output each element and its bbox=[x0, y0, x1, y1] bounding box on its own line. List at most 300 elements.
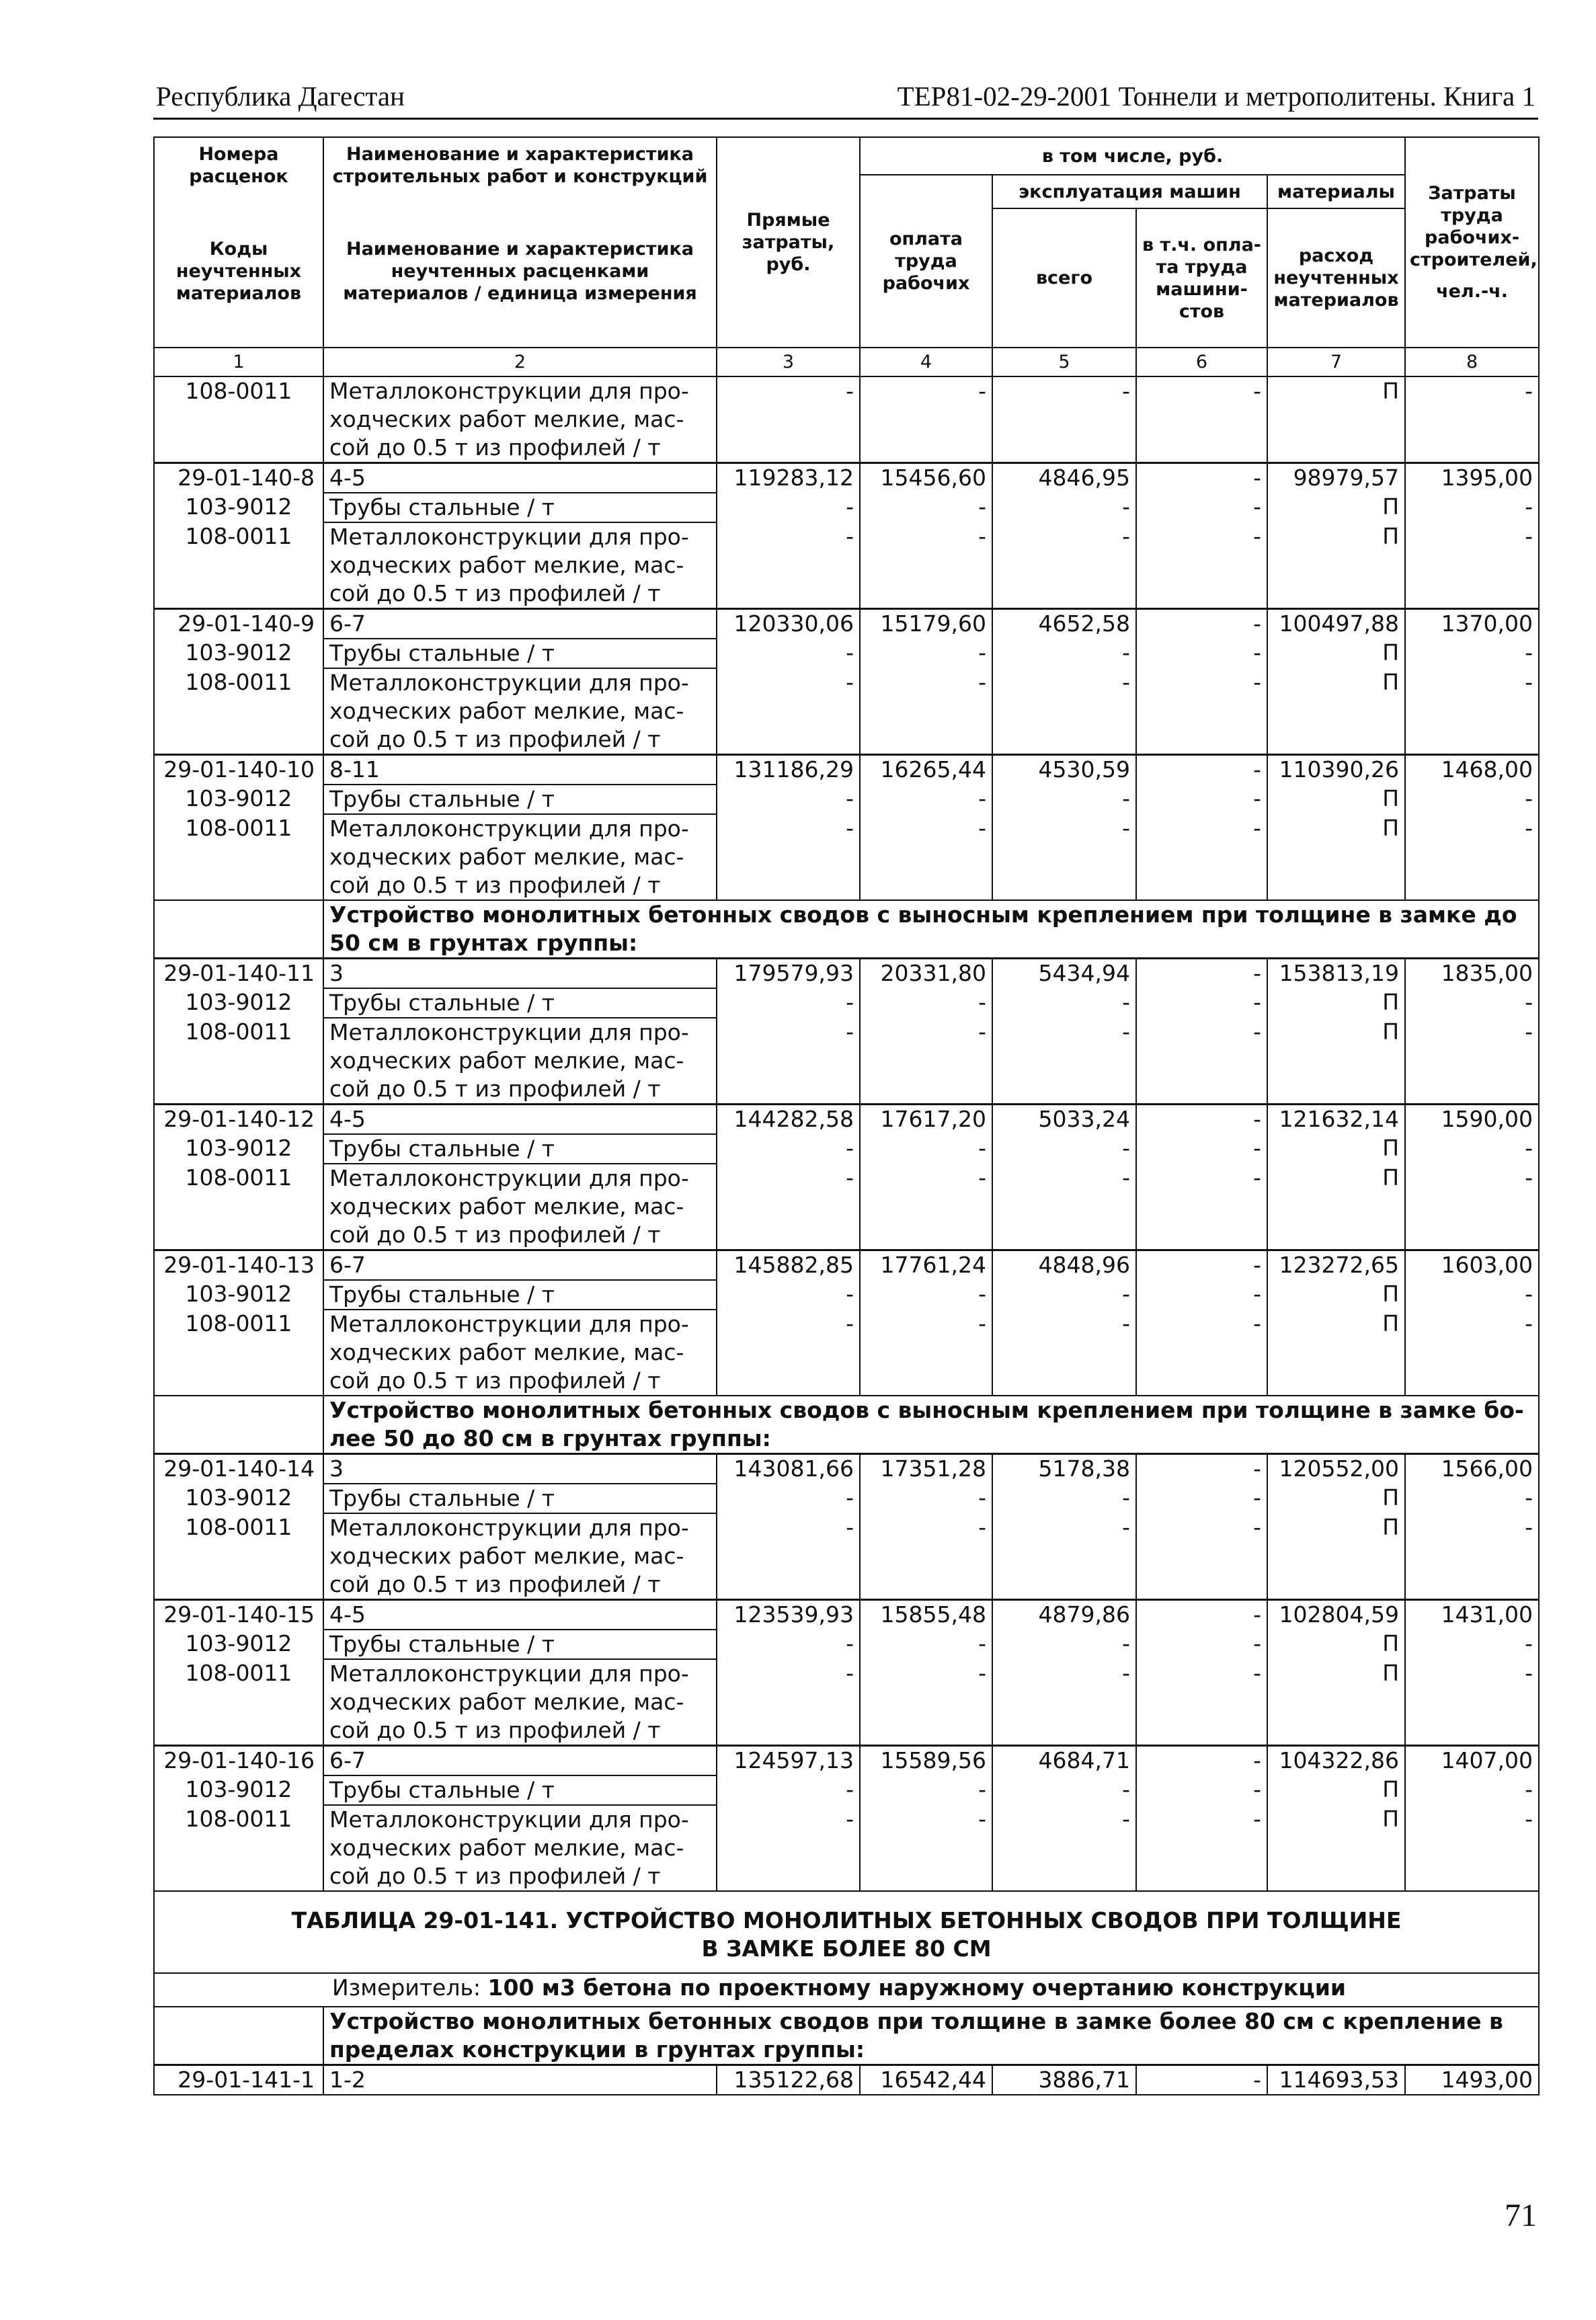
col-header-1 bbox=[154, 137, 323, 222]
col-header-labor-hours bbox=[1405, 137, 1539, 348]
materials: П bbox=[1267, 1310, 1405, 1396]
rate-name: Трубы стальные / т bbox=[323, 1630, 717, 1659]
table-header bbox=[154, 137, 1539, 376]
materials: П bbox=[1267, 376, 1405, 463]
table-141-title: ТАБЛИЦА 29-01-141. УСТРОЙСТВО МОНОЛИТНЫХ БЕТОННЫХ СВОДОВ ПРИ ТОЛЩИНЕ В ЗАМКЕ БОЛЕЕ 80 СМ bbox=[154, 1891, 1539, 1973]
labor-hours: 1590,00 bbox=[1405, 1105, 1539, 1135]
rate-code: 103-9012 bbox=[154, 1134, 323, 1164]
worker-pay: 17617,20 bbox=[860, 1105, 992, 1135]
direct-costs: 119283,12 bbox=[717, 463, 860, 493]
machine-total: - bbox=[992, 639, 1136, 668]
labor-hours: - bbox=[1405, 1134, 1539, 1164]
direct-costs: 143081,66 bbox=[717, 1454, 860, 1484]
rate-name: Металлоконструкции для про-ходческих работ мелкие, мас-сой до 0.5 т из профилей / т bbox=[323, 1310, 717, 1396]
materials: 102804,59 bbox=[1267, 1600, 1405, 1630]
col-header-2-bottom bbox=[323, 307, 717, 348]
operator-pay: - bbox=[1136, 493, 1267, 522]
materials: П bbox=[1267, 1659, 1405, 1746]
labor-hours: - bbox=[1405, 785, 1539, 814]
operator-pay: - bbox=[1136, 1164, 1267, 1250]
labor-hours: 1407,00 bbox=[1405, 1746, 1539, 1776]
rate-row bbox=[154, 1746, 1539, 1776]
worker-pay: 16265,44 bbox=[860, 755, 992, 785]
material-row bbox=[154, 1164, 1539, 1250]
machine-total: - bbox=[992, 493, 1136, 522]
section-heading-row bbox=[154, 1396, 1539, 1454]
direct-costs: - bbox=[717, 1805, 860, 1891]
worker-pay: 15589,56 bbox=[860, 1746, 992, 1776]
col-header-2 bbox=[323, 137, 717, 222]
material-row bbox=[154, 988, 1539, 1018]
labor-hours: 1370,00 bbox=[1405, 609, 1539, 639]
rate-name: 1-2 bbox=[323, 2065, 717, 2095]
rate-row bbox=[154, 755, 1539, 785]
operator-pay: - bbox=[1136, 1018, 1267, 1105]
machine-total: - bbox=[992, 376, 1136, 463]
rate-name: 6-7 bbox=[323, 609, 717, 639]
rate-code: 103-9012 bbox=[154, 988, 323, 1018]
operator-pay: - bbox=[1136, 1280, 1267, 1310]
col-header-material-codes: Коды неучтенных материалов bbox=[154, 235, 323, 307]
direct-costs: - bbox=[717, 1775, 860, 1805]
machine-total: - bbox=[992, 1513, 1136, 1600]
rate-name: 6-7 bbox=[323, 1250, 717, 1281]
material-row bbox=[154, 522, 1539, 609]
column-number: 2 bbox=[323, 348, 717, 376]
section-code-cell bbox=[154, 2007, 323, 2065]
operator-pay: - bbox=[1136, 609, 1267, 639]
labor-hours: - bbox=[1405, 1164, 1539, 1250]
rate-code: 108-0011 bbox=[154, 1310, 323, 1396]
materials: П bbox=[1267, 814, 1405, 900]
direct-costs: - bbox=[717, 1280, 860, 1310]
section-code-cell bbox=[154, 1396, 323, 1454]
material-row bbox=[154, 639, 1539, 668]
labor-hours: - bbox=[1405, 668, 1539, 755]
table-141-measure-row bbox=[154, 1973, 1539, 2007]
material-row bbox=[154, 1310, 1539, 1396]
material-row bbox=[154, 1484, 1539, 1513]
worker-pay: - bbox=[860, 988, 992, 1018]
col-header-1-bottom bbox=[154, 307, 323, 348]
direct-costs: - bbox=[717, 1164, 860, 1250]
machine-total: - bbox=[992, 522, 1136, 609]
rate-code: 29-01-140-9 bbox=[154, 609, 323, 639]
rate-name: Металлоконструкции для про-ходческих работ мелкие, мас-сой до 0.5 т из профилей / т bbox=[323, 1659, 717, 1746]
rate-row bbox=[154, 609, 1539, 639]
materials: 121632,14 bbox=[1267, 1105, 1405, 1135]
rate-name: Трубы стальные / т bbox=[323, 639, 717, 668]
direct-costs: 179579,93 bbox=[717, 959, 860, 989]
direct-costs: 123539,93 bbox=[717, 1600, 860, 1630]
col-header-2-spacer bbox=[323, 222, 717, 235]
materials: П bbox=[1267, 1630, 1405, 1659]
operator-pay: - bbox=[1136, 1310, 1267, 1396]
material-row bbox=[154, 376, 1539, 463]
worker-pay: - bbox=[860, 1775, 992, 1805]
labor-hours: - bbox=[1405, 376, 1539, 463]
material-row bbox=[154, 668, 1539, 755]
worker-pay: - bbox=[860, 1310, 992, 1396]
worker-pay: - bbox=[860, 376, 992, 463]
rate-name: Металлоконструкции для про-ходческих работ мелкие, мас-сой до 0.5 т из профилей / т bbox=[323, 1805, 717, 1891]
machine-total: 5033,24 bbox=[992, 1105, 1136, 1135]
worker-pay: 20331,80 bbox=[860, 959, 992, 989]
direct-costs: 135122,68 bbox=[717, 2065, 860, 2095]
operator-pay: - bbox=[1136, 1775, 1267, 1805]
worker-pay: - bbox=[860, 522, 992, 609]
table-body bbox=[154, 376, 1539, 1891]
labor-hours: - bbox=[1405, 493, 1539, 522]
rate-code: 108-0011 bbox=[154, 376, 323, 463]
operator-pay: - bbox=[1136, 785, 1267, 814]
machine-total: 4684,71 bbox=[992, 1746, 1136, 1776]
materials: П bbox=[1267, 522, 1405, 609]
materials: 100497,88 bbox=[1267, 609, 1405, 639]
col-header-materials: материалы bbox=[1267, 175, 1405, 208]
operator-pay: - bbox=[1136, 1484, 1267, 1513]
machine-total: 5434,94 bbox=[992, 959, 1136, 989]
operator-pay: - bbox=[1136, 522, 1267, 609]
column-number: 7 bbox=[1267, 348, 1405, 376]
material-row bbox=[154, 1134, 1539, 1164]
materials: П bbox=[1267, 1484, 1405, 1513]
materials: П bbox=[1267, 1513, 1405, 1600]
material-row bbox=[154, 1018, 1539, 1105]
machine-total: 5178,38 bbox=[992, 1454, 1136, 1484]
direct-costs: - bbox=[717, 1134, 860, 1164]
table-141-rate-row bbox=[154, 2065, 1539, 2095]
labor-hours: 1468,00 bbox=[1405, 755, 1539, 785]
operator-pay: - bbox=[1136, 1250, 1267, 1281]
rate-name: 3 bbox=[323, 959, 717, 989]
labor-hours: 1566,00 bbox=[1405, 1454, 1539, 1484]
labor-hours: - bbox=[1405, 522, 1539, 609]
rate-name: 4-5 bbox=[323, 1105, 717, 1135]
rate-code: 29-01-140-11 bbox=[154, 959, 323, 989]
rate-row bbox=[154, 1454, 1539, 1484]
rate-name: Трубы стальные / т bbox=[323, 988, 717, 1018]
rate-code: 29-01-140-12 bbox=[154, 1105, 323, 1135]
rate-name: Металлоконструкции для про-ходческих работ мелкие, мас-сой до 0.5 т из профилей / т bbox=[323, 1513, 717, 1600]
rate-row bbox=[154, 1600, 1539, 1630]
operator-pay: - bbox=[1136, 1513, 1267, 1600]
direct-costs: - bbox=[717, 785, 860, 814]
rate-name: Металлоконструкции для про-ходческих работ мелкие, мас-сой до 0.5 т из профилей / т bbox=[323, 1018, 717, 1105]
rate-code: 29-01-141-1 bbox=[154, 2065, 323, 2095]
machine-total: - bbox=[992, 1280, 1136, 1310]
rate-name: Трубы стальные / т bbox=[323, 1280, 717, 1310]
materials: П bbox=[1267, 988, 1405, 1018]
machine-total: - bbox=[992, 668, 1136, 755]
material-row bbox=[154, 814, 1539, 900]
worker-pay: - bbox=[860, 1484, 992, 1513]
operator-pay: - bbox=[1136, 1134, 1267, 1164]
operator-pay: - bbox=[1136, 1805, 1267, 1891]
col-header-work-name: Наименование и характеристика строительных работ и конструкций bbox=[332, 144, 708, 187]
labor-hours: - bbox=[1405, 1513, 1539, 1600]
labor-hours: - bbox=[1405, 1659, 1539, 1746]
direct-costs: 124597,13 bbox=[717, 1746, 860, 1776]
rates-table bbox=[153, 136, 1540, 2095]
col-header-labor-hours-main: Затраты труда рабочих-строителей, bbox=[1410, 183, 1538, 270]
direct-costs: 144282,58 bbox=[717, 1105, 860, 1135]
machine-total: - bbox=[992, 1659, 1136, 1746]
labor-hours: - bbox=[1405, 988, 1539, 1018]
rate-code: 29-01-140-10 bbox=[154, 755, 323, 785]
rate-code: 108-0011 bbox=[154, 1659, 323, 1746]
operator-pay: - bbox=[1136, 668, 1267, 755]
materials: 120552,00 bbox=[1267, 1454, 1405, 1484]
column-number: 6 bbox=[1136, 348, 1267, 376]
materials: П bbox=[1267, 785, 1405, 814]
rate-name: Металлоконструкции для про-ходческих работ мелкие, мас-сой до 0.5 т из профилей / т bbox=[323, 522, 717, 609]
col-header-unaccounted-materials: расход неучтенных материалов bbox=[1267, 208, 1405, 348]
rate-code: 29-01-140-8 bbox=[154, 463, 323, 493]
rate-row bbox=[154, 463, 1539, 493]
operator-pay: - bbox=[1136, 1600, 1267, 1630]
rate-code: 108-0011 bbox=[154, 668, 323, 755]
labor-hours: - bbox=[1405, 1805, 1539, 1891]
machine-total: 4530,59 bbox=[992, 755, 1136, 785]
column-numbers-row bbox=[154, 348, 1539, 376]
operator-pay: - bbox=[1136, 376, 1267, 463]
material-row bbox=[154, 1659, 1539, 1746]
col-header-machine-operation: эксплуатация машин bbox=[992, 175, 1267, 208]
worker-pay: - bbox=[860, 668, 992, 755]
rate-code: 29-01-140-14 bbox=[154, 1454, 323, 1484]
worker-pay: 17761,24 bbox=[860, 1250, 992, 1281]
machine-total: 4848,96 bbox=[992, 1250, 1136, 1281]
rate-code: 108-0011 bbox=[154, 1513, 323, 1600]
rate-name: 3 bbox=[323, 1454, 717, 1484]
direct-costs: 145882,85 bbox=[717, 1250, 860, 1281]
material-row bbox=[154, 1775, 1539, 1805]
rate-name: 4-5 bbox=[323, 1600, 717, 1630]
rate-name: Трубы стальные / т bbox=[323, 1775, 717, 1805]
direct-costs: - bbox=[717, 639, 860, 668]
section-heading: Устройство монолитных бетонных сводов с выносным креплением при толщине в замке до 50 см в грунтах группы: bbox=[323, 900, 1539, 959]
table-141-body bbox=[154, 1891, 1539, 2095]
material-row bbox=[154, 1630, 1539, 1659]
labor-hours: - bbox=[1405, 1775, 1539, 1805]
rate-name: Металлоконструкции для про-ходческих работ мелкие, мас-сой до 0.5 т из профилей / т bbox=[323, 814, 717, 900]
direct-costs: - bbox=[717, 1310, 860, 1396]
rate-name: Трубы стальные / т bbox=[323, 1134, 717, 1164]
material-row bbox=[154, 493, 1539, 522]
direct-costs: - bbox=[717, 988, 860, 1018]
machine-total: - bbox=[992, 1630, 1136, 1659]
worker-pay: - bbox=[860, 785, 992, 814]
direct-costs: - bbox=[717, 814, 860, 900]
rate-code: 29-01-140-13 bbox=[154, 1250, 323, 1281]
rate-code: 108-0011 bbox=[154, 1164, 323, 1250]
machine-total: - bbox=[992, 1484, 1136, 1513]
table-141-section-row bbox=[154, 2007, 1539, 2065]
materials: П bbox=[1267, 1164, 1405, 1250]
rate-name: Трубы стальные / т bbox=[323, 1484, 717, 1513]
rate-code: 103-9012 bbox=[154, 785, 323, 814]
running-header bbox=[153, 79, 1538, 120]
operator-pay: - bbox=[1136, 959, 1267, 989]
operator-pay: - bbox=[1136, 988, 1267, 1018]
material-row bbox=[154, 1280, 1539, 1310]
rate-code: 108-0011 bbox=[154, 522, 323, 609]
machine-total: - bbox=[992, 988, 1136, 1018]
materials: 153813,19 bbox=[1267, 959, 1405, 989]
rate-code: 103-9012 bbox=[154, 1484, 323, 1513]
worker-pay: 15179,60 bbox=[860, 609, 992, 639]
col-header-material-name: Наименование и характеристика неучтенных расценками материалов / единица измерения bbox=[323, 235, 717, 307]
operator-pay: - bbox=[1136, 755, 1267, 785]
machine-total: 4879,86 bbox=[992, 1600, 1136, 1630]
col-header-labor-hours-unit: чел.-ч. bbox=[1436, 281, 1508, 302]
rate-name: 4-5 bbox=[323, 463, 717, 493]
section-heading-row bbox=[154, 900, 1539, 959]
rate-name: Металлоконструкции для про-ходческих работ мелкие, мас-сой до 0.5 т из профилей / т bbox=[323, 376, 717, 463]
labor-hours: - bbox=[1405, 1310, 1539, 1396]
direct-costs: - bbox=[717, 668, 860, 755]
header-region: Республика Дагестан bbox=[156, 81, 405, 112]
direct-costs: - bbox=[717, 1659, 860, 1746]
operator-pay: - bbox=[1136, 1454, 1267, 1484]
worker-pay: - bbox=[860, 493, 992, 522]
material-row bbox=[154, 1805, 1539, 1891]
rate-row bbox=[154, 1250, 1539, 1281]
worker-pay: - bbox=[860, 814, 992, 900]
labor-hours: 1431,00 bbox=[1405, 1600, 1539, 1630]
worker-pay: - bbox=[860, 1805, 992, 1891]
rate-row bbox=[154, 959, 1539, 989]
worker-pay: 17351,28 bbox=[860, 1454, 992, 1484]
rate-name: Металлоконструкции для про-ходческих работ мелкие, мас-сой до 0.5 т из профилей / т bbox=[323, 1164, 717, 1250]
worker-pay: 15456,60 bbox=[860, 463, 992, 493]
machine-total: - bbox=[992, 785, 1136, 814]
rate-code: 103-9012 bbox=[154, 1630, 323, 1659]
col-header-direct-costs: Прямые затраты, руб. bbox=[717, 137, 860, 348]
operator-pay: - bbox=[1136, 2065, 1267, 2095]
col-header-machine-total: всего bbox=[992, 208, 1136, 348]
materials: П bbox=[1267, 1018, 1405, 1105]
direct-costs: - bbox=[717, 376, 860, 463]
table-141-title-row bbox=[154, 1891, 1539, 1973]
materials: П bbox=[1267, 1280, 1405, 1310]
table-141-section-heading: Устройство монолитных бетонных сводов при толщине в замке более 80 см с крепление в пределах конструкции в грунтах группы: bbox=[323, 2007, 1539, 2065]
worker-pay: - bbox=[860, 1164, 992, 1250]
section-code-cell bbox=[154, 900, 323, 959]
worker-pay: - bbox=[860, 1018, 992, 1105]
worker-pay: - bbox=[860, 1134, 992, 1164]
operator-pay: - bbox=[1136, 1746, 1267, 1776]
direct-costs: - bbox=[717, 522, 860, 609]
rate-code: 103-9012 bbox=[154, 639, 323, 668]
column-number: 5 bbox=[992, 348, 1136, 376]
rate-code: 29-01-140-15 bbox=[154, 1600, 323, 1630]
operator-pay: - bbox=[1136, 463, 1267, 493]
worker-pay: 16542,44 bbox=[860, 2065, 992, 2095]
rate-code: 108-0011 bbox=[154, 1805, 323, 1891]
worker-pay: - bbox=[860, 1513, 992, 1600]
labor-hours: - bbox=[1405, 1018, 1539, 1105]
direct-costs: 120330,06 bbox=[717, 609, 860, 639]
worker-pay: - bbox=[860, 639, 992, 668]
measure-label: Измеритель: bbox=[332, 1974, 481, 2001]
labor-hours: - bbox=[1405, 1484, 1539, 1513]
page-number: 71 bbox=[1505, 2198, 1537, 2233]
labor-hours: 1493,00 bbox=[1405, 2065, 1539, 2095]
machine-total: - bbox=[992, 1805, 1136, 1891]
material-row bbox=[154, 785, 1539, 814]
operator-pay: - bbox=[1136, 1105, 1267, 1135]
rate-name: 8-11 bbox=[323, 755, 717, 785]
column-number: 8 bbox=[1405, 348, 1539, 376]
col-header-including: в том числе, руб. bbox=[860, 137, 1405, 175]
rate-name: 6-7 bbox=[323, 1746, 717, 1776]
worker-pay: - bbox=[860, 1659, 992, 1746]
labor-hours: - bbox=[1405, 1630, 1539, 1659]
material-row bbox=[154, 1513, 1539, 1600]
materials: П bbox=[1267, 493, 1405, 522]
machine-total: - bbox=[992, 1310, 1136, 1396]
rate-name: Трубы стальные / т bbox=[323, 493, 717, 522]
materials: 114693,53 bbox=[1267, 2065, 1405, 2095]
materials: П bbox=[1267, 1805, 1405, 1891]
rate-code: 103-9012 bbox=[154, 1775, 323, 1805]
materials: П bbox=[1267, 1134, 1405, 1164]
rate-code: 108-0011 bbox=[154, 814, 323, 900]
operator-pay: - bbox=[1136, 814, 1267, 900]
direct-costs: - bbox=[717, 1513, 860, 1600]
materials: 98979,57 bbox=[1267, 463, 1405, 493]
labor-hours: 1395,00 bbox=[1405, 463, 1539, 493]
rate-code: 103-9012 bbox=[154, 1280, 323, 1310]
direct-costs: - bbox=[717, 1018, 860, 1105]
rate-code: 29-01-140-16 bbox=[154, 1746, 323, 1776]
rate-name: Металлоконструкции для про-ходческих работ мелкие, мас-сой до 0.5 т из профилей / т bbox=[323, 668, 717, 755]
col-header-worker-pay: оплата труда рабочих bbox=[860, 175, 992, 348]
col-header-1-spacer bbox=[154, 222, 323, 235]
direct-costs: 131186,29 bbox=[717, 755, 860, 785]
worker-pay: - bbox=[860, 1630, 992, 1659]
rate-code: 108-0011 bbox=[154, 1018, 323, 1105]
col-header-rate-numbers: Номера расценок bbox=[189, 144, 288, 187]
machine-total: - bbox=[992, 1775, 1136, 1805]
worker-pay: 15855,48 bbox=[860, 1600, 992, 1630]
materials: П bbox=[1267, 639, 1405, 668]
labor-hours: - bbox=[1405, 814, 1539, 900]
machine-total: - bbox=[992, 1018, 1136, 1105]
direct-costs: - bbox=[717, 493, 860, 522]
rate-code: 103-9012 bbox=[154, 493, 323, 522]
machine-total: - bbox=[992, 1164, 1136, 1250]
labor-hours: - bbox=[1405, 1280, 1539, 1310]
header-document-title: ТЕР81-02-29-2001 Тоннели и метрополитены. Книга 1 bbox=[897, 81, 1535, 112]
operator-pay: - bbox=[1136, 1630, 1267, 1659]
worker-pay: - bbox=[860, 1280, 992, 1310]
direct-costs: - bbox=[717, 1484, 860, 1513]
column-number: 1 bbox=[154, 348, 323, 376]
materials: П bbox=[1267, 668, 1405, 755]
machine-total: 4652,58 bbox=[992, 609, 1136, 639]
measure-value: 100 м3 бетона по проектному наружному очертанию конструкции bbox=[487, 1974, 1346, 2001]
column-number: 4 bbox=[860, 348, 992, 376]
machine-total: 4846,95 bbox=[992, 463, 1136, 493]
direct-costs: - bbox=[717, 1630, 860, 1659]
operator-pay: - bbox=[1136, 639, 1267, 668]
materials: 104322,86 bbox=[1267, 1746, 1405, 1776]
column-number: 3 bbox=[717, 348, 860, 376]
labor-hours: - bbox=[1405, 639, 1539, 668]
